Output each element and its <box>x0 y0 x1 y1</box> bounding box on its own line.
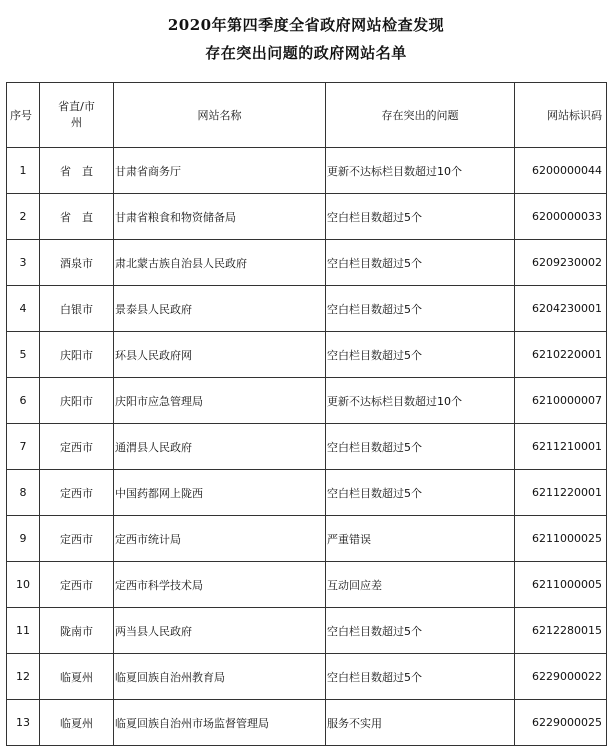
page-subtitle: 存在突出问题的政府网站名单 <box>205 44 407 62</box>
header-province <box>40 83 114 148</box>
row-site-id: 6229000025 <box>515 700 607 746</box>
row-site-name: 定西市统计局 <box>114 516 326 562</box>
row-problem: 互动回应差 <box>326 562 515 608</box>
row-site-name: 环县人民政府网 <box>114 332 326 378</box>
row-site-id: 6209230002 <box>515 240 607 286</box>
row-index: 2 <box>7 194 40 240</box>
row-index: 10 <box>7 562 40 608</box>
row-site-id: 6211000005 <box>515 562 607 608</box>
row-province: 酒泉市 <box>40 240 114 286</box>
row-problem: 服务不实用 <box>326 700 515 746</box>
website-list-table <box>6 82 607 746</box>
row-site-id: 6212280015 <box>515 608 607 654</box>
row-index: 4 <box>7 286 40 332</box>
row-problem: 严重错误 <box>326 516 515 562</box>
header-site-id: 网站标识码 <box>515 83 607 148</box>
row-site-name: 两当县人民政府 <box>114 608 326 654</box>
row-site-id: 6200000033 <box>515 194 607 240</box>
row-site-name: 通渭县人民政府 <box>114 424 326 470</box>
row-index: 5 <box>7 332 40 378</box>
row-site-id: 6211220001 <box>515 470 607 516</box>
row-site-id: 6211000025 <box>515 516 607 562</box>
table-row <box>7 240 607 286</box>
row-problem: 空白栏目数超过5个 <box>326 424 515 470</box>
table-row <box>7 424 607 470</box>
row-index: 9 <box>7 516 40 562</box>
row-province: 定西市 <box>40 470 114 516</box>
header-problem: 存在突出的问题 <box>326 83 515 148</box>
row-site-id: 6211210001 <box>515 424 607 470</box>
row-index: 12 <box>7 654 40 700</box>
header-province-line2: 州 <box>71 116 82 129</box>
row-site-name: 肃北蒙古族自治县人民政府 <box>114 240 326 286</box>
row-province: 定西市 <box>40 516 114 562</box>
row-problem: 空白栏目数超过5个 <box>326 470 515 516</box>
table-row <box>7 700 607 746</box>
table-row <box>7 378 607 424</box>
row-province: 白银市 <box>40 286 114 332</box>
row-site-id: 6229000022 <box>515 654 607 700</box>
table-row <box>7 470 607 516</box>
row-site-name: 临夏回族自治州市场监督管理局 <box>114 700 326 746</box>
table-row <box>7 516 607 562</box>
row-site-name: 甘肃省粮食和物资储备局 <box>114 194 326 240</box>
row-site-name: 甘肃省商务厅 <box>114 148 326 194</box>
row-index: 13 <box>7 700 40 746</box>
page-title: 2020年第四季度全省政府网站检查发现 <box>167 16 445 34</box>
row-index: 6 <box>7 378 40 424</box>
row-problem: 空白栏目数超过5个 <box>326 332 515 378</box>
row-site-name: 临夏回族自治州教育局 <box>114 654 326 700</box>
row-province: 庆阳市 <box>40 378 114 424</box>
row-site-name: 定西市科学技术局 <box>114 562 326 608</box>
row-site-id: 6210000007 <box>515 378 607 424</box>
table-row <box>7 562 607 608</box>
row-problem: 空白栏目数超过5个 <box>326 286 515 332</box>
row-problem: 空白栏目数超过5个 <box>326 654 515 700</box>
row-site-id: 6200000044 <box>515 148 607 194</box>
row-problem: 更新不达标栏目数超过10个 <box>326 148 515 194</box>
row-site-name: 庆阳市应急管理局 <box>114 378 326 424</box>
row-site-name: 景泰县人民政府 <box>114 286 326 332</box>
row-province: 省 直 <box>40 148 114 194</box>
row-site-id: 6204230001 <box>515 286 607 332</box>
table-row <box>7 194 607 240</box>
row-problem: 空白栏目数超过5个 <box>326 240 515 286</box>
row-problem: 空白栏目数超过5个 <box>326 194 515 240</box>
row-index: 3 <box>7 240 40 286</box>
table-row <box>7 332 607 378</box>
table-row <box>7 286 607 332</box>
header-index: 序号 <box>7 83 40 148</box>
header-site-name: 网站名称 <box>114 83 326 148</box>
row-province: 陇南市 <box>40 608 114 654</box>
row-index: 7 <box>7 424 40 470</box>
table-header-row <box>7 83 607 148</box>
table-row <box>7 654 607 700</box>
row-index: 11 <box>7 608 40 654</box>
row-index: 8 <box>7 470 40 516</box>
row-index: 1 <box>7 148 40 194</box>
row-problem: 空白栏目数超过5个 <box>326 608 515 654</box>
row-province: 庆阳市 <box>40 332 114 378</box>
row-province: 定西市 <box>40 562 114 608</box>
row-site-name: 中国药都网上陇西 <box>114 470 326 516</box>
table-row <box>7 148 607 194</box>
row-province: 省 直 <box>40 194 114 240</box>
table-row <box>7 608 607 654</box>
row-problem: 更新不达标栏目数超过10个 <box>326 378 515 424</box>
header-province-line1: 省直/市 <box>58 100 95 113</box>
row-province: 临夏州 <box>40 654 114 700</box>
row-site-id: 6210220001 <box>515 332 607 378</box>
row-province: 定西市 <box>40 424 114 470</box>
row-province: 临夏州 <box>40 700 114 746</box>
